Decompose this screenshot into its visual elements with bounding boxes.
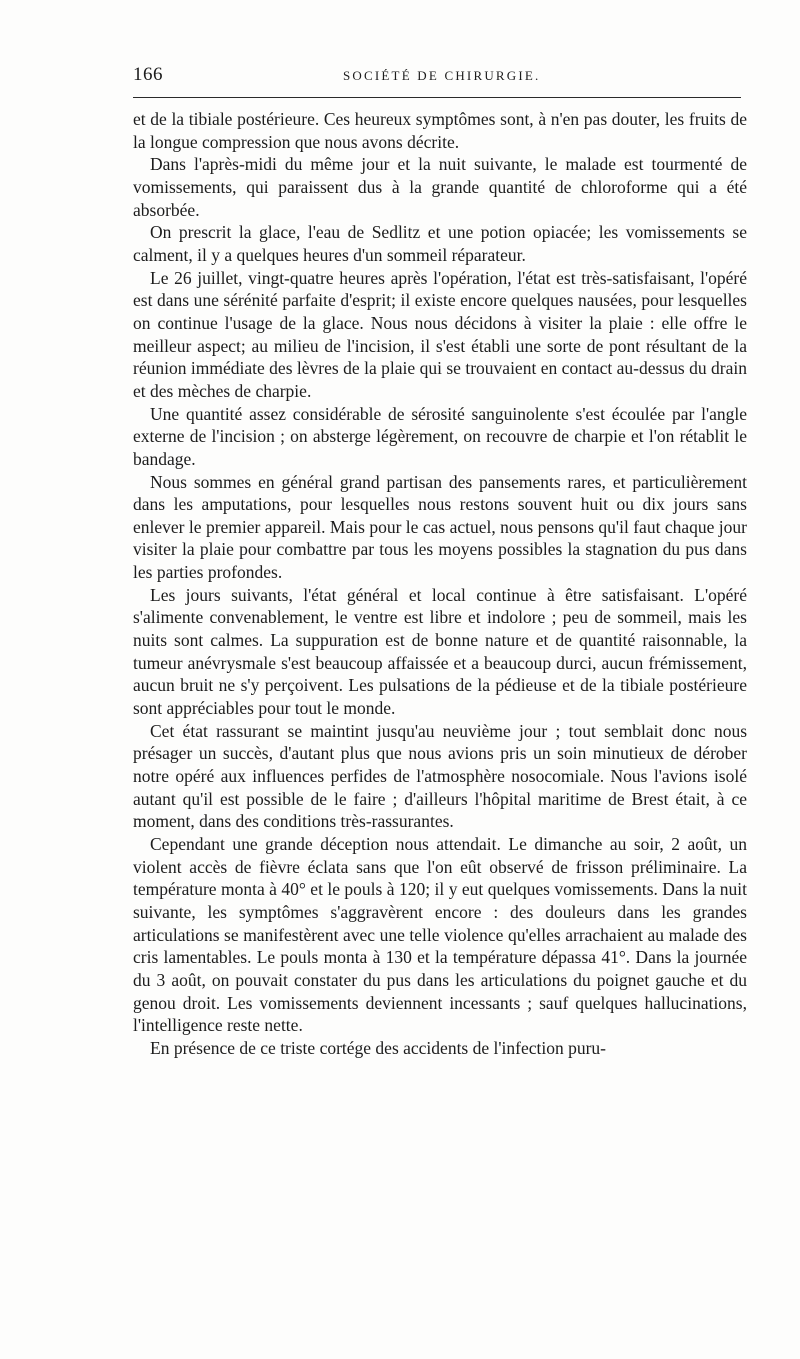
paragraph: Cependant une grande déception nous attendait. Le dimanche au soir, 2 août, un violent accès de fièvre éclata sans que l'on eût observé de frisson préliminaire. La température monta à 40° et le pouls à 120; il y eut quelques vomissements. Dans la nuit suivante, les symptômes s'aggravèrent encore : des douleurs dans les grandes articulations se manifestèrent avec une telle violence qu'elles arrachaient au malade des cris lamentables. Le pouls monta à 130 et la température dépassa 41°. Dans la journée du 3 août, on pouvait constater du pus dans les articulations du poignet gauche et du genou droit. Les vomissements deviennent incessants ; sauf quelques hallucinations, l'intelligence reste nette. [133,834,747,1036]
paragraph: et de la tibiale postérieure. Ces heureux symptômes sont, à n'en pas douter, les fruits de la longue compression que nous avons décrite. [133,109,747,152]
paragraph: En présence de ce triste cortége des accidents de l'infection puru- [150,1037,606,1058]
running-head: SOCIÉTÉ DE CHIRURGIE. [343,68,541,83]
paragraph: Les jours suivants, l'état général et local continue à être satisfaisant. L'opéré s'alimente convenablement, le ventre est libre et indolore ; peu de sommeil, mais les nuits sont calmes. La suppuration est de bonne nature et de quantité raisonnable, la tumeur anévrysmale s'est beaucoup affaissée et a beaucoup durci, aucun frémissement, aucun bruit ne s'y perçoivent. Les pulsations de la pédieuse et de la tibiale postérieure sont appréciables pour tout le monde. [133,584,747,719]
paragraph: Cet état rassurant se maintint jusqu'au neuvième jour ; tout semblait donc nous présager un succès, d'autant plus que nous avions pris un soin minutieux de dérober notre opéré aux influences perfides de l'atmosphère nosocomiale. Nous l'avions isolé autant qu'il est possible de le faire ; d'ailleurs l'hôpital maritime de Brest était, à ce moment, dans des conditions très-rassurantes. [133,720,747,832]
header-rule [133,97,741,98]
paragraph: Le 26 juillet, vingt-quatre heures après l'opération, l'état est très-satisfaisant, l'opéré est dans une sérénité parfaite d'esprit; il existe encore quelques nausées, pour lesquelles on continue l'usage de la glace. Nous nous décidons à visiter la plaie : elle offre le meilleur aspect; au milieu de l'incision, il s'est établi une sorte de pont résultant de la réunion immédiate des lèvres de la plaie qui se trouvaient en contact au-dessus du drain et des mèches de charpie. [133,267,747,401]
page-number: 166 [133,64,163,85]
body-text [133,108,747,1060]
paragraph: Une quantité assez considérable de sérosité sanguinolente s'est écoulée par l'angle externe de l'incision ; on absterge légèrement, on recouvre de charpie et l'on rétablit le bandage. [133,403,747,469]
paragraph: Dans l'après-midi du même jour et la nuit suivante, le malade est tourmenté de vomissements, qui paraissent dus à la grande quantité de chloroforme qui a été absorbée. [133,154,747,220]
page-header [133,64,741,86]
paragraph: Nous sommes en général grand partisan des pansements rares, et particulièrement dans les amputations, pour lesquelles nous restons souvent huit ou dix jours sans enlever le premier appareil. Mais pour le cas actuel, nous pensons qu'il faut chaque jour visiter la plaie pour combattre par tous les moyens possibles la stagnation du pus dans les parties profondes. [133,471,747,583]
paragraph: On prescrit la glace, l'eau de Sedlitz et une potion opiacée; les vomissements se calment, il y a quelques heures d'un sommeil réparateur. [133,222,747,265]
